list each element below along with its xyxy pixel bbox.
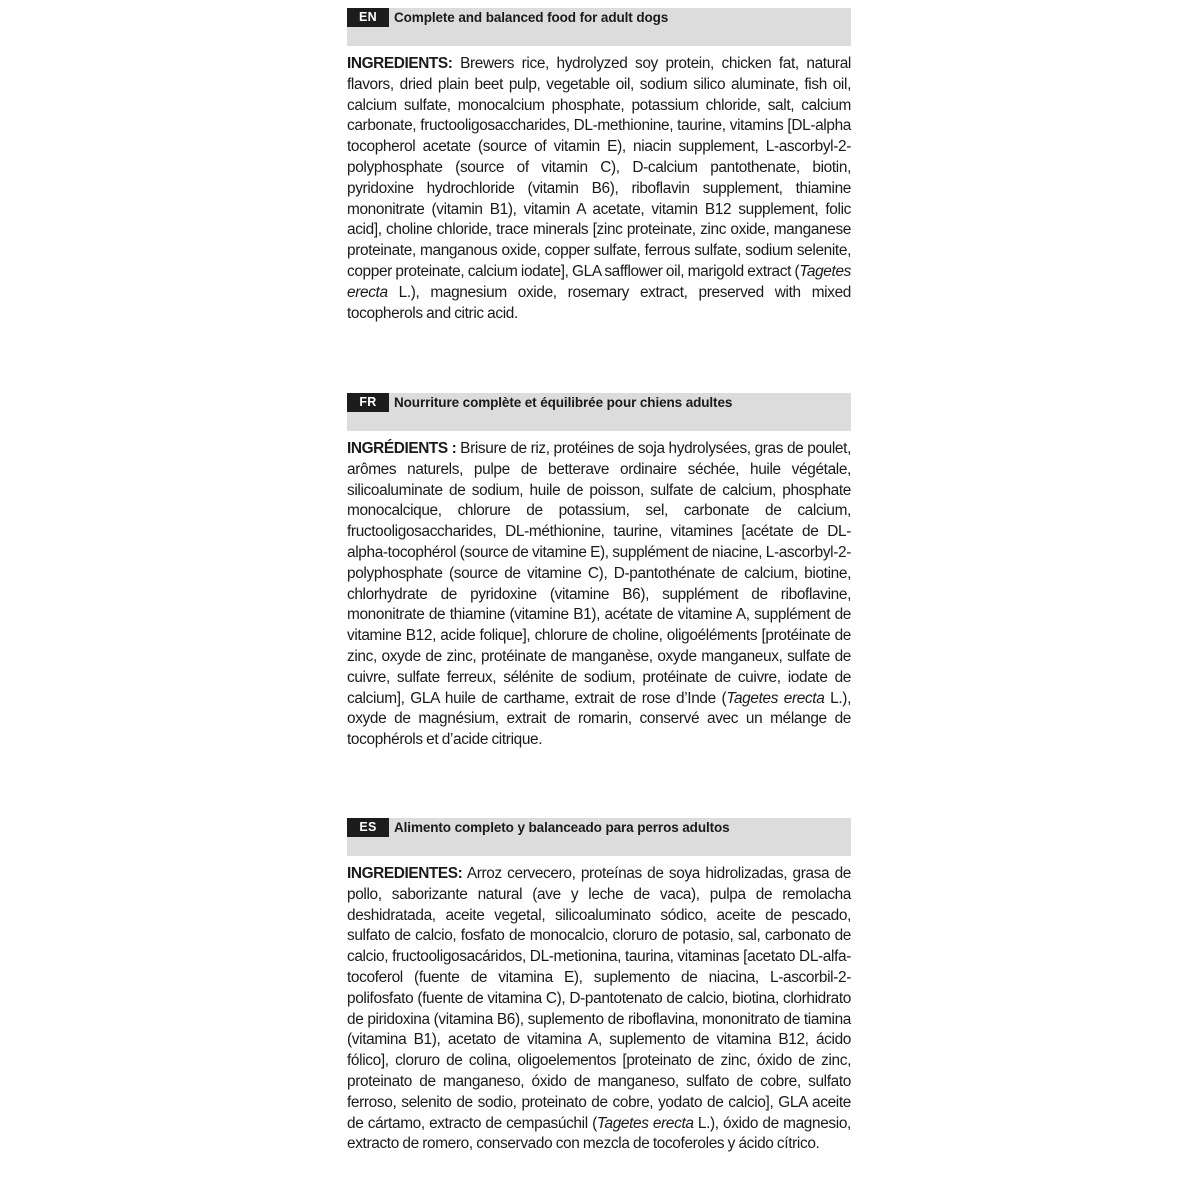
section-title-fr: Nourriture complète et équilibrée pour chiens adultes — [394, 395, 733, 410]
ingredients-text-en-1: Brewers rice, hydrolyzed soy protein, chicken fat, natural flavors, dried plain beet pulp, vegetable oil, sodium silico aluminate, fish oil, calcium sulfate, monocalcium phosphate, potassium chloride, salt, calcium carbonate, fructooligosaccharides, DL-methionine, taurine, vitamins [DL-alpha tocopherol acetate (source of vitamin E), niacin supplement, L-ascorbyl-2-polyphosphate (source of vitamin C), D-calcium pantothenate, biotin, pyridoxine hydrochloride (vitamin B6), riboflavin supplement, thiamine mononitrate (vitamin B1), vitamin A acetate, vitamin B12 supplement, folic acid], choline chloride, trace minerals [zinc proteinate, zinc oxide, manganese proteinate, manganous oxide, copper sulfate, ferrous sulfate, sodium selenite, copper proteinate, calcium iodate], GLA safflower oil, marigold extract ( — [347, 55, 851, 280]
section-title-en: Complete and balanced food for adult dogs — [394, 10, 669, 25]
ingredients-italic-fr: Tagetes erecta — [726, 689, 825, 707]
ingredients-italic-es: Tagetes erecta — [596, 1114, 694, 1132]
ingredients-label-fr: INGRÉDIENTS : — [347, 440, 457, 457]
lang-tag-en: EN — [347, 8, 389, 27]
ingredients-italic-en: Tagetes erecta — [347, 262, 851, 301]
ingredients-paragraph-fr — [347, 439, 851, 751]
section-en — [347, 8, 851, 324]
section-title-es: Alimento completo y balanceado para perros adultos — [394, 820, 730, 835]
ingredients-label-es: INGREDIENTES: — [347, 865, 463, 882]
section-header-es — [347, 818, 851, 856]
section-header-en — [347, 8, 851, 46]
lang-tag-fr: FR — [347, 393, 389, 412]
ingredients-text-es-2: L.), óxido de magnesio, extracto de romero, conservado con mezcla de tocoferoles y ácido cítrico. — [347, 1114, 851, 1153]
ingredients-paragraph-en — [347, 54, 851, 324]
ingredients-label-en: INGREDIENTS: — [347, 55, 453, 72]
ingredients-text-es-1: Arroz cervecero, proteínas de soya hidrolizadas, grasa de pollo, saborizante natural (ave y leche de vaca), pulpa de remolacha deshidratada, aceite vegetal, silicoaluminato sódico, aceite de pescado, sulfato de calcio, fosfato de monocalcio, cloruro de potasio, sal, carbonato de calcio, fructooligosacáridos, DL-metionina, taurina, vitaminas [acetato DL-alfa-tocoferol (fuente de vitamina E), suplemento de niacina, L-ascorbil-2-polifosfato (fuente de vitamina C), D-pantotenato de calcio, biotina, clorhidrato de piridoxina (vitamina B6), suplemento de riboflavina, mononitrato de tiamina (vitamina B1), acetato de vitamina A, suplemento de vitamina B12, ácido fólico], cloruro de colina, oligoelementos [proteinato de zinc, óxido de zinc, proteinato de manganeso, óxido de manganeso, sulfato de cobre, sulfato ferroso, selenito de sodio, proteinato de cobre, yodato de calcio], GLA aceite de cártamo, extracto de cempasúchil ( — [347, 865, 851, 1132]
ingredients-text-en-2: L.), magnesium oxide, rosemary extract, preserved with mixed tocopherols and citric acid. — [347, 283, 851, 322]
section-header-fr — [347, 393, 851, 431]
section-es — [347, 818, 851, 1155]
ingredients-text-fr-1: Brisure de riz, protéines de soja hydrolysées, gras de poulet, arômes naturels, pulpe de betterave ordinaire séchée, huile végétale, silicoaluminate de sodium, huile de poisson, sulfate de calcium, phosphate monocalcique, chlorure de potassium, sel, carbonate de calcium, fructooligosaccharides, DL-méthionine, taurine, vitamines [acétate de DL-alpha-tocophérol (source de vitamine E), supplément de niacine, L-ascorbyl-2-polyphosphate (source de vitamine C), D-pantothénate de calcium, biotine, chlorhydrate de pyridoxine (vitamine B6), supplément de riboflavine, mononitrate de thiamine (vitamine B1), acétate de vitamine A, supplément de vitamine B12, acide folique], chlorure de choline, oligoéléments [protéinate de zinc, oxyde de zinc, protéinate de manganèse, oxyde manganeux, sulfate de cuivre, sulfate ferreux, sélénite de sodium, protéinate de cuivre, iodate de calcium], GLA huile de carthame, extrait de rose d’Inde ( — [347, 440, 851, 707]
lang-tag-es: ES — [347, 818, 389, 837]
ingredients-text-fr-2: L.), oxyde de magnésium, extrait de romarin, conservé avec un mélange de tocophérols et d’acide citrique. — [347, 689, 851, 749]
ingredients-paragraph-es — [347, 864, 851, 1155]
section-fr — [347, 393, 851, 751]
